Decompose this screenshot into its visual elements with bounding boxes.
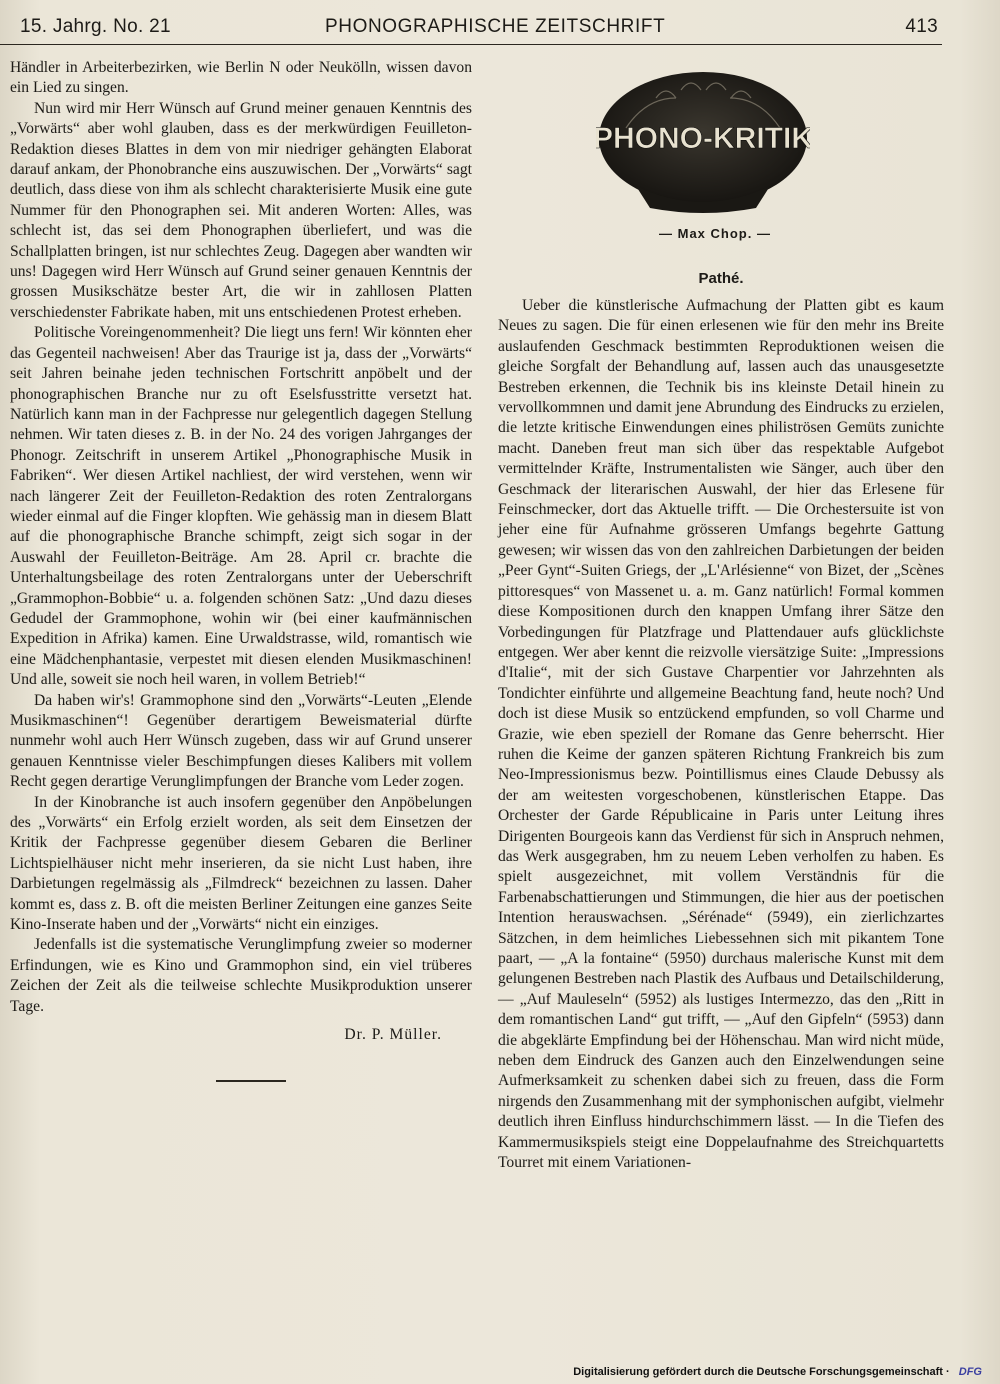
issue-label: 15. Jahrg. No. 21 xyxy=(20,16,171,37)
paragraph: Jedenfalls ist die systematische Verunglimpfung zweier so moderner Erfindungen, wie es Kino und Grammophon sind, ein viel trüberes Zeichen der Zeit als die teilweise schlechte Musikproduktion unserer Tage. xyxy=(10,936,472,1015)
footer-text: Digitalisierung gefördert durch die Deutsche Forschungsgemeinschaft · xyxy=(573,1366,950,1378)
paragraph: Ueber die künstlerische Aufmachung der Platten gibt es kaum Neues zu sagen. Die für einen erlesenen wie für den mehr ins Breite auslaufenden Geschmack bestimmten Reproduktionen weisen die gleiche Sorgfalt der Behandlung auf, lassen auch das unausgesetzte Bestreben erkennen, die Technik bis ins kleinste Detail hinein zu vervollkommnen und damit jene Abrundung des Eindrucks zu erzielen, die letzte kritische Einwendungen eines philiströsen Gemüts zunichte macht. Daneben freut man sich über das respektable Aufgebot vermittelnder Kräfte, Instrumentalisten wie Sänger, auch über den Geschmack der literarischen Auswahl, der hier das Erlesene für Feinschmecker, dort das Aktuelle trifft. — Die Orchestersuite ist von jeher eine für Aufnahme grösseren Umfangs begehrte Gattung gewesen; wir wissen das von den zahlreichen Darbietungen der beiden „Peer Gynt“-Suiten Griegs, der „L'Arlésienne“ von Bizet, der „Scènes pittoresques“ von Massenet u. a. m. Ganz natürlich! Formal kommen diese Kompositionen durch den knappen Umfang ihrer Sätze den Vorbedingungen für Platzfrage und Plattendauer aufs glücklichste entgegen. Wer aber kennt die reizvolle viersätzige Suite: „Impressions d'Italie“, mit der sich Gustave Charpentier vor Jahrzehnten als Tondichter einführte und allgemeine Beachtung fand, heute noch? Und doch ist diese Musik so entzückend empfunden, so voll Charme und Grazie, wie eben speziell der Romane das Genre beherrscht. Hier ruhen die Keime der ganzen späteren Richtung Frankreich bis zum Neo-Impressionismus bezw. Pointillismus eines Claude Debussy als der am weitesten vorgeschobenen, künstlerischen Etappe. Das Orchester der Garde Républicaine in Paris unter Leitung ihres Dirigenten Bourgeois kann das Verdienst für sich in Anspruch nehmen, das Werk ausgegraben, hm zu neuem Leben verholfen zu haben. Es spielt ausgezeichnet, mit vollem Verständnis für die Farbenabschattierungen und Stimmungen, die hier aus der poetischen Intention herauswachsen. „Sérénade“ (5949), ein zierlichzartes Sätzchen, in dem heimliches Liebessehnen sich mit pikantem Tone paart, — „A la fontaine“ (5950) durchaus malerische Kunst mit dem gelungenen Bestreben nach Plastik des Aufbaus und Detailschilderung, — „Auf Mauleseln“ (5952) als lustiges Intermezzo, das den „Ritt in dem romantischen Land“ gut trifft, — „Auf den Gipfeln“ (5953) dann die abgeklärte Empfindung bei der Höhenschau. Man wird nicht müde, neben dem Eindruck des Ganzen auch den Einzelwendungen seine Aufmerksamkeit zu schenken dabei sich zu freuen, dass die Form nirgends den Zusammenhang mit der symphonischen aufgibt, vielmehr deutlich ihren Einfluss hindurchschimmern lässt. — In die Tiefen des Kammermusikspiels steigt eine Doppelaufnahme des Streichquartetts Tourret mit einem Variationen- xyxy=(498,297,944,1172)
page-header xyxy=(10,14,950,44)
logo-caption: — Max Chop. — xyxy=(659,226,771,241)
journal-title: PHONOGRAPHISCHE ZEITSCHRIFT xyxy=(325,16,666,37)
author-signature: Dr. P. Müller. xyxy=(344,1026,442,1044)
paragraph: In der Kinobranche ist auch insofern gegenüber den Anpöbelungen des „Vorwärts“ ein Erfolg erzielt worden, als seit dem Einsetzen der Kritik der Fachpresse gegenüber diesem Gebaren die Berliner Lichtspielhäuser nicht mehr inserieren, da sie nicht Lust haben, ihre Darbietungen regelmässig als „Filmdreck“ bezeichnen zu lassen. Daher kommt es, dass z. B. oft die meisten Berliner Zeitungen eine ganzes Seite Kino-Inserate haben und der „Vorwärts“ nicht ein einziges. xyxy=(10,793,472,934)
page-number: 413 xyxy=(905,16,938,37)
paragraph: Politische Voreingenommenheit? Die liegt uns fern! Wir könnten eher das Gegenteil nachweisen! Aber das Traurige ist ja, dass der „Vorwärts“ seit Jahren beinahe jeden technischen Fortschritt anpöbelt und der phonographischen Branche nur zu oft Eselsfusstritte versetzt hat. Natürlich kann man in der Fachpresse nur gelegentlich dagegen Stellung nehmen. Wir taten dieses z. B. in der No. 24 des vorigen Jahrganges der Phonogr. Zeitschrift in unserem Artikel „Phonographische Musik in Fabriken“. Wer diesen Artikel nachliest, der wird verstehen, wenn wir nach längerer Zeit der Feuilleton-Redaktion des roten Zentralorgans wieder einmal auf die Finger klopften. Wie gehässig man in diesem Blatt auf die phonographische Branche schimpft, zeigt sich sogar in der Auswahl der Feuilleton-Beiträge. Am 28. April cr. brachte die Unterhaltungsbeilage des roten Zentralorgans unter der Ueberschrift „Grammophon-Bobbie“ u. a. folgenden schönen Satz: „Und dazu dieses Gedudel der Grammophone, wohin wir (bei einer kaufmännischen Expedition in Afrika) kamen. Eine Urwaldstrasse, wild, romantisch wie eine Mädchenphantasie, verpestet mit diesen elenden Musikmaschinen! Und alle, soweit sie noch heil waren, in vollem Betrieb!“ xyxy=(10,324,472,689)
phono-kritik-logo xyxy=(596,68,810,218)
left-column xyxy=(10,58,472,1082)
section-title: Pathé. xyxy=(698,270,744,287)
paragraph: Da haben wir's! Grammophone sind den „Vorwärts“-Leuten „Elende Musikmaschinen“! Gegenüber derartigem Beweismaterial dürfte nunmehr wohl auch Herr Wünsch zugeben, dass wir auf Grund unserer genauen Kenntnisse vieler Beschimpfungen dieses Kalibers mit vollem Recht gegen derartige Verunglimpfungen der Branche vom Leder zogen. xyxy=(10,691,472,791)
paragraph: Händler in Arbeiterbezirken, wie Berlin N oder Neukölln, wissen davon ein Lied zu singen. xyxy=(10,59,472,97)
paragraph: Nun wird mir Herr Wünsch auf Grund meiner genauen Kenntnis des „Vorwärts“ aber wohl glauben, dass es der merkwürdigen Feuilleton-Redaktion dieses Blattes in dem von mir niedriger gehängten Elaborat darauf ankam, der Phonobranche eins auszuwischen. Der „Vorwärts“ sagt deutlich, dass diese von ihm als schlecht charakterisierte Musik eine gute Nummer für den Phonographen sei. Mit anderen Worten: Alles, was schlecht ist, das sei dem Phonographen überliefert, und was die Schallplatten bringen, ist nur schlechtes Zeug. Dagegen aber wandten wir uns! Dagegen wird Herr Wünsch auf Grund seiner genauen Kenntnis der grossen Musikschätze bester Art, die wir in zahllosen Platten verschiedenster Fabrikate haben, mit uns entschiedenen Protest erheben. xyxy=(10,99,472,321)
logo-text: PHONO-KRITIK xyxy=(596,122,810,155)
dfg-logo: DFG xyxy=(958,1366,982,1378)
article-end-rule xyxy=(216,1080,286,1082)
digitization-footer xyxy=(573,1366,982,1378)
right-column xyxy=(498,296,944,1173)
header-rule xyxy=(0,44,942,45)
